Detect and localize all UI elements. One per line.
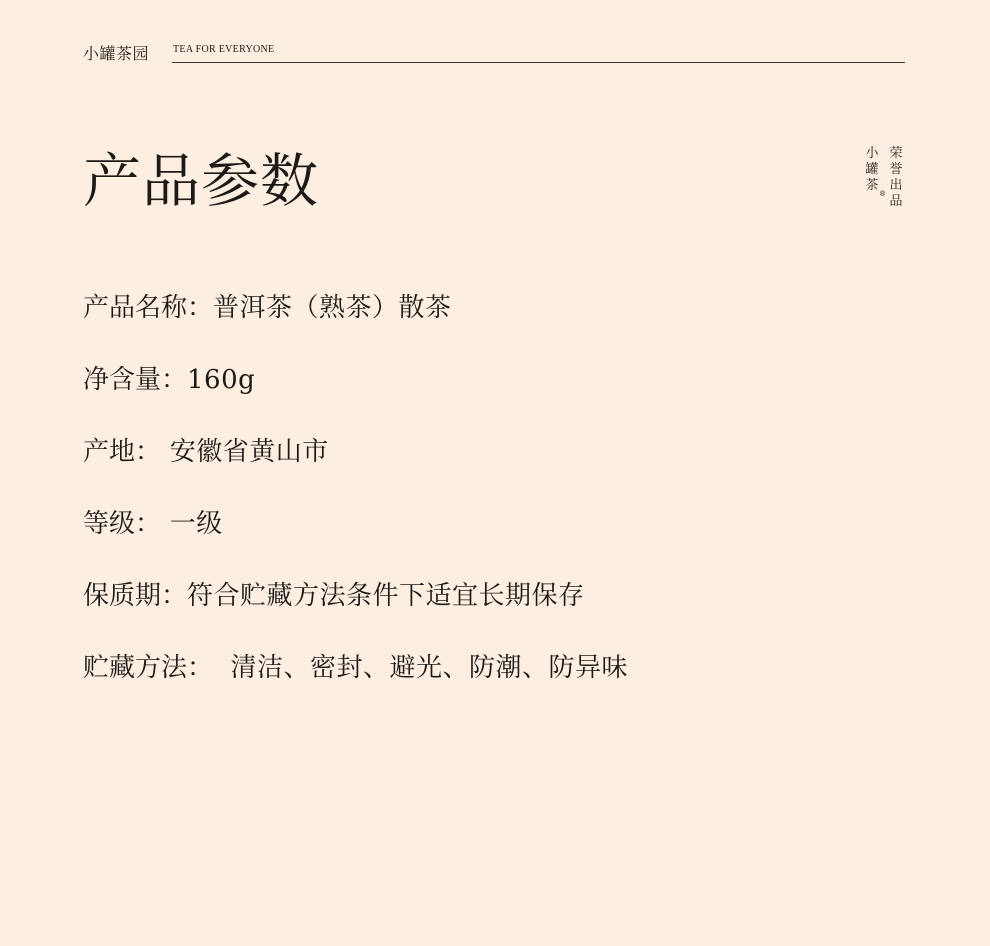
spec-row-grade bbox=[83, 504, 903, 576]
spec-label: 保质期： bbox=[83, 581, 188, 611]
header-divider bbox=[172, 62, 905, 63]
spec-value: 符合贮藏方法条件下适宜长期保存 bbox=[187, 581, 585, 611]
spec-list bbox=[83, 288, 903, 720]
brand-seal bbox=[862, 146, 910, 218]
spec-label: 产地： bbox=[83, 437, 162, 467]
spec-value: 普洱茶（熟茶）散茶 bbox=[213, 293, 452, 323]
spec-label: 等级： bbox=[83, 509, 162, 539]
spec-value: 160g bbox=[187, 365, 256, 395]
spec-row-net-weight bbox=[83, 360, 903, 432]
spec-value: 清洁、密封、避光、防潮、防异味 bbox=[213, 653, 629, 683]
brand-name: 小罐茶园 bbox=[83, 44, 150, 63]
header bbox=[83, 42, 905, 66]
seal-honor-text: 荣誉出品 bbox=[889, 146, 903, 209]
spec-row-product-name bbox=[83, 288, 903, 360]
spec-label: 产品名称： bbox=[83, 293, 214, 323]
registered-mark: ® bbox=[879, 190, 886, 198]
spec-row-storage bbox=[83, 648, 903, 720]
spec-value: 安徽省黄山市 bbox=[161, 437, 329, 467]
page-title: 产品参数 bbox=[83, 147, 320, 215]
spec-label: 净含量： bbox=[83, 365, 188, 395]
seal-brand-text: 小罐茶 bbox=[865, 146, 879, 193]
spec-row-shelf-life bbox=[83, 576, 903, 648]
spec-row-origin bbox=[83, 432, 903, 504]
spec-label: 贮藏方法： bbox=[83, 653, 214, 683]
spec-value: 一级 bbox=[161, 509, 223, 539]
brand-tagline: TEA FOR EVERYONE bbox=[173, 44, 275, 55]
